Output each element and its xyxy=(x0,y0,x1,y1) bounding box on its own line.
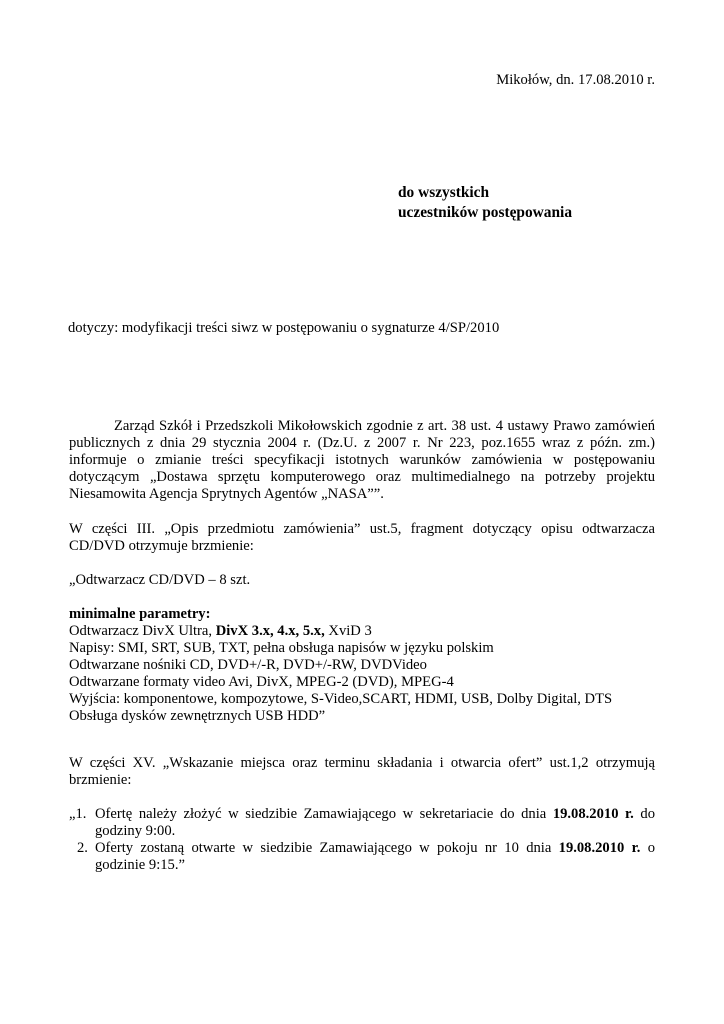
list-item-text: Ofertę należy złożyć w siedzibie Zamawiającego w sekretariacie do dnia xyxy=(95,806,553,822)
addressee-block xyxy=(398,183,572,223)
paragraph-section-iii: W części III. „Opis przedmiotu zamówienia” ust.5, fragment dotyczący opisu odtwarzacza CD/DVD otrzymuje brzmienie: xyxy=(69,521,655,554)
list-item-date: 19.08.2010 r. xyxy=(552,806,634,822)
document-date: Mikołów, dn. 17.08.2010 r. xyxy=(496,72,655,88)
addressee-line-1: do wszystkich xyxy=(398,184,490,201)
list-item-time: o godzinie 9:15.” xyxy=(95,840,656,873)
parameter-line-1-bold: DivX 3.x, 4.x, 5.x, xyxy=(215,623,325,639)
parameter-line-1-post: XviD 3 xyxy=(324,623,372,639)
list-item xyxy=(69,806,655,840)
parameter-line-6: Obsługa dysków zewnętrznych USB HDD” xyxy=(69,708,326,724)
subject-line: dotyczy: modyfikacji treści siwz w postępowaniu o sygnaturze 4/SP/2010 xyxy=(68,320,500,336)
parameter-line-3: Odtwarzane nośniki CD, DVD+/-R, DVD+/-RW, DVDVideo xyxy=(69,657,427,673)
list-item xyxy=(69,840,655,874)
paragraph-section-xv: W części XV. „Wskazanie miejsca oraz terminu składania i otwarcia ofert” ust.1,2 otrzymują brzmienie: xyxy=(69,755,655,788)
parameters-heading: minimalne parametry: xyxy=(69,606,211,622)
paragraph-device-title: „Odtwarzacz CD/DVD – 8 szt. xyxy=(69,572,251,588)
list-item-text: Oferty zostaną otwarte w siedzibie Zamawiającego w pokoju nr 10 dnia xyxy=(95,840,559,856)
list-item-number: „1. xyxy=(69,806,87,822)
list-item-time: do godziny 9:00. xyxy=(95,806,655,839)
parameter-line-5: Wyjścia: komponentowe, kompozytowe, S-Video,SCART, HDMI, USB, Dolby Digital, DTS xyxy=(69,691,613,707)
paragraph-intro xyxy=(69,418,655,503)
parameter-line-1-pre: Odtwarzacz DivX Ultra, xyxy=(69,623,216,639)
paragraph-intro-text: Zarząd Szkół i Przedszkoli Mikołowskich zgodnie z art. 38 ust. 4 ustawy Prawo zamówień publicznych z dnia 29 stycznia 2004 r. (Dz.U. z 2007 r. Nr 223, poz.1655 wraz z późn. zm.) informuje o zmianie treści specyfikacji istotnych warunków zamówienia w postępowaniu dotyczącym „Dostawa sprzętu komputerowego oraz multimedialnego na potrzeby projektu Niesamowita Agencja Sprytnych Agentów „NASA””. xyxy=(69,418,655,502)
parameter-line-1 xyxy=(69,623,655,640)
parameter-line-2: Napisy: SMI, SRT, SUB, TXT, pełna obsługa napisów w języku polskim xyxy=(69,640,494,656)
terms-list xyxy=(69,806,655,874)
parameters-block xyxy=(69,606,655,725)
addressee-line-2: uczestników postępowania xyxy=(398,204,573,221)
parameter-line-4: Odtwarzane formaty video Avi, DivX, MPEG-2 (DVD), MPEG-4 xyxy=(69,674,454,690)
list-item-date: 19.08.2010 r. xyxy=(558,840,641,856)
list-item-number: 2. xyxy=(77,840,88,856)
